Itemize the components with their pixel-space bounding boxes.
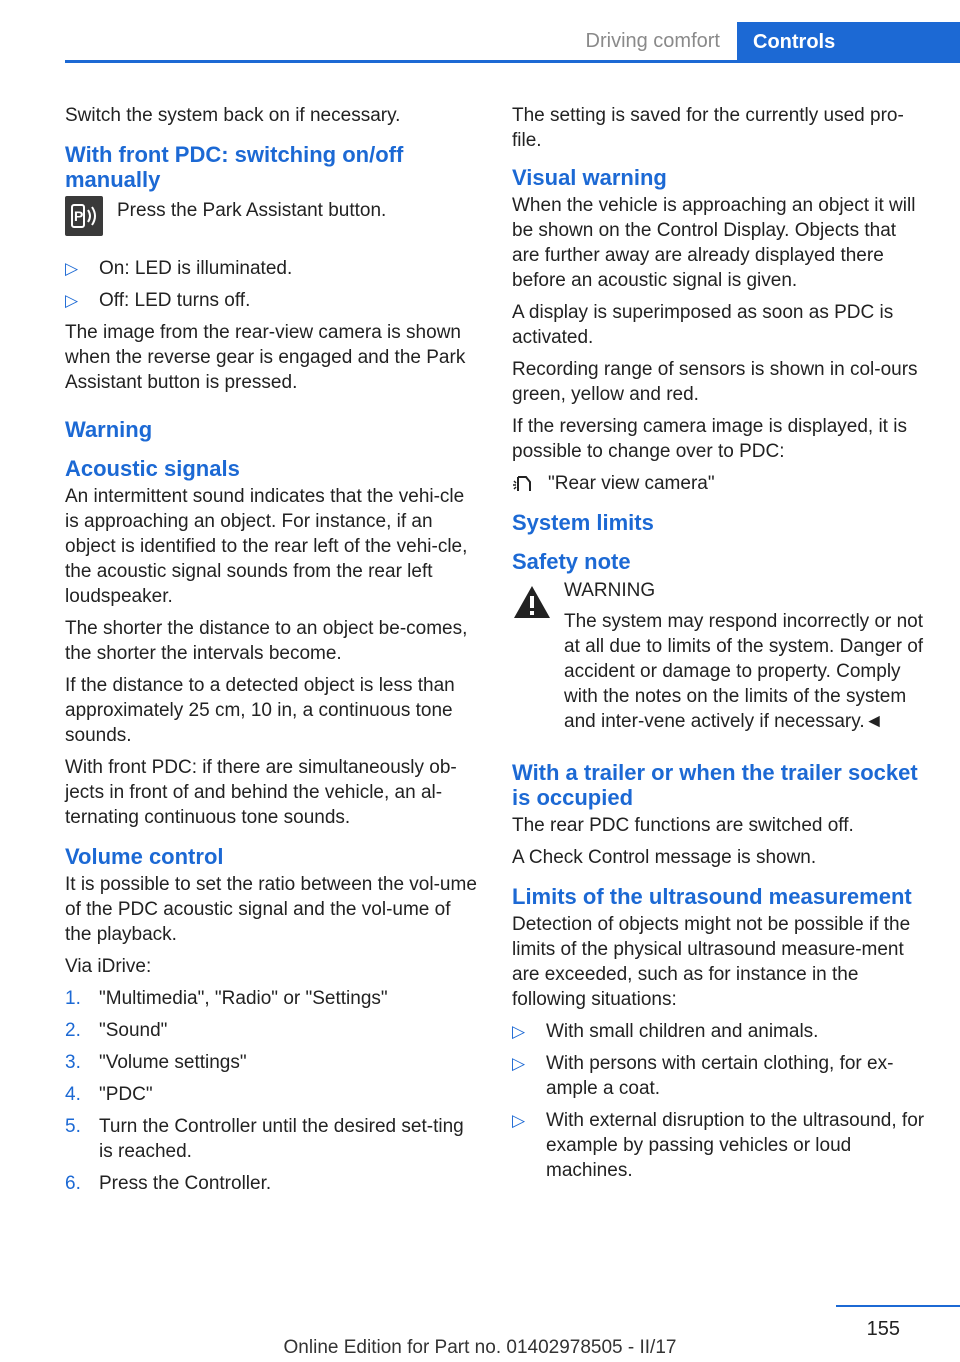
list-item: ▷ Off: LED turns off. [65, 290, 251, 311]
heading-ultrasound-limits: Limits of the ultrasound measurement [512, 884, 912, 909]
left-column [65, 103, 480, 1203]
list-item: ▷ On: LED is illuminated. [65, 258, 293, 279]
triangle-bullet-icon: ▷ [65, 291, 79, 310]
warning-label: WARNING [564, 580, 656, 601]
heading-acoustic-signals: Acoustic signals [65, 456, 240, 481]
idrive-steps-list [65, 986, 480, 1196]
header-section-label: Driving comfort [585, 30, 720, 52]
paragraph: Detection of objects might not be possible if the limits of the physical ultrasound measure-ment are exceeded, such as for instance in the following situations: [512, 914, 911, 1010]
pdc-car-icon [512, 474, 536, 494]
paragraph: If the distance to a detected object is less than approximately 25 cm, 10 in, a continuous tone sounds. [65, 675, 455, 746]
heading-front-pdc: With front PDC: switching on/off manually [65, 142, 404, 192]
rear-view-camera-label: "Rear view camera" [548, 473, 715, 494]
list-item: 6. Press the Controller. [65, 1173, 272, 1194]
svg-text:P: P [74, 208, 84, 224]
triangle-bullet-icon: ▷ [512, 1054, 526, 1073]
list-item: 1. "Multimedia", "Radio" or "Settings" [65, 988, 388, 1009]
ultrasound-situations-list [512, 1019, 927, 1183]
paragraph: A display is superimposed as soon as PDC is activated. [512, 302, 894, 348]
paragraph: Via iDrive: [65, 956, 152, 977]
paragraph: Recording range of sensors is shown in col-ours green, yellow and red. [512, 359, 918, 405]
triangle-bullet-icon: ▷ [65, 259, 79, 278]
page-number: 155 [866, 1318, 900, 1340]
paragraph: It is possible to set the ratio between the vol-ume of the PDC acoustic signal and the vol-ume of the playback. [65, 874, 477, 945]
park-assistant-button-icon [65, 196, 103, 236]
triangle-bullet-icon: ▷ [512, 1111, 526, 1130]
park-assistant-instruction [65, 198, 480, 238]
park-assistant-instruction-text: Press the Park Assistant button. [117, 200, 387, 221]
warning-triangle-icon [512, 584, 552, 620]
paragraph: The setting is saved for the currently used pro-file. [512, 105, 904, 151]
list-item: 2. "Sound" [65, 1020, 168, 1041]
warning-text: The system may respond incorrectly or not at all due to limits of the system. Danger of accident or damage to property. Comply with the notes on the limits of the system and inter-vene actively if necessary.◄ [564, 611, 924, 732]
list-item: 4. "PDC" [65, 1084, 153, 1105]
list-item: 3. "Volume settings" [65, 1052, 247, 1073]
paragraph: When the vehicle is approaching an object it will be shown on the Control Display. Objects that are further away are already displayed there before an acoustic signal is given. [512, 195, 916, 291]
led-status-list [65, 256, 480, 313]
triangle-bullet-icon: ▷ [512, 1022, 526, 1041]
paragraph: If the reversing camera image is displayed, it is possible to change over to PDC: [512, 416, 907, 462]
heading-visual-warning: Visual warning [512, 165, 667, 190]
footer-rule [836, 1305, 960, 1307]
paragraph: The image from the rear-view camera is shown when the reverse gear is engaged and the Park Assistant button is pressed. [65, 322, 466, 393]
paragraph: Switch the system back on if necessary. [65, 105, 401, 126]
right-column [512, 103, 927, 1190]
paragraph: The shorter the distance to an object be-comes, the shorter the intervals become. [65, 618, 468, 664]
list-item: ▷ With small children and animals. [512, 1021, 819, 1042]
heading-warning: Warning [65, 417, 153, 442]
paragraph: A Check Control message is shown. [512, 847, 817, 868]
warning-box [512, 578, 927, 734]
rear-view-camera-option [512, 471, 927, 496]
heading-volume-control: Volume control [65, 844, 224, 869]
heading-system-limits: System limits [512, 510, 654, 535]
heading-safety-note: Safety note [512, 549, 631, 574]
list-item: 5. Turn the Controller until the desired set-ting is reached. [65, 1116, 464, 1162]
list-item: ▷ With external disruption to the ultrasound, for example by passing vehicles or loud machines. [512, 1110, 925, 1181]
heading-trailer: With a trailer or when the trailer socket is occupied [512, 760, 918, 810]
paragraph: An intermittent sound indicates that the vehi-cle is approaching an object. For instance, if an object is identified to the rear left of the vehi-cle, the acoustic signal sounds from the rear left loudspeaker. [65, 486, 468, 607]
header-chapter-tab: Controls [737, 22, 960, 63]
paragraph: With front PDC: if there are simultaneously ob-jects in front of and behind the vehicle, an al-ternating continuous tone sounds. [65, 757, 457, 828]
footer-edition: Online Edition for Part no. 01402978505 - II/17 [283, 1337, 677, 1358]
list-item: ▷ With persons with certain clothing, for ex-ample a coat. [512, 1053, 894, 1099]
paragraph: The rear PDC functions are switched off. [512, 815, 854, 836]
